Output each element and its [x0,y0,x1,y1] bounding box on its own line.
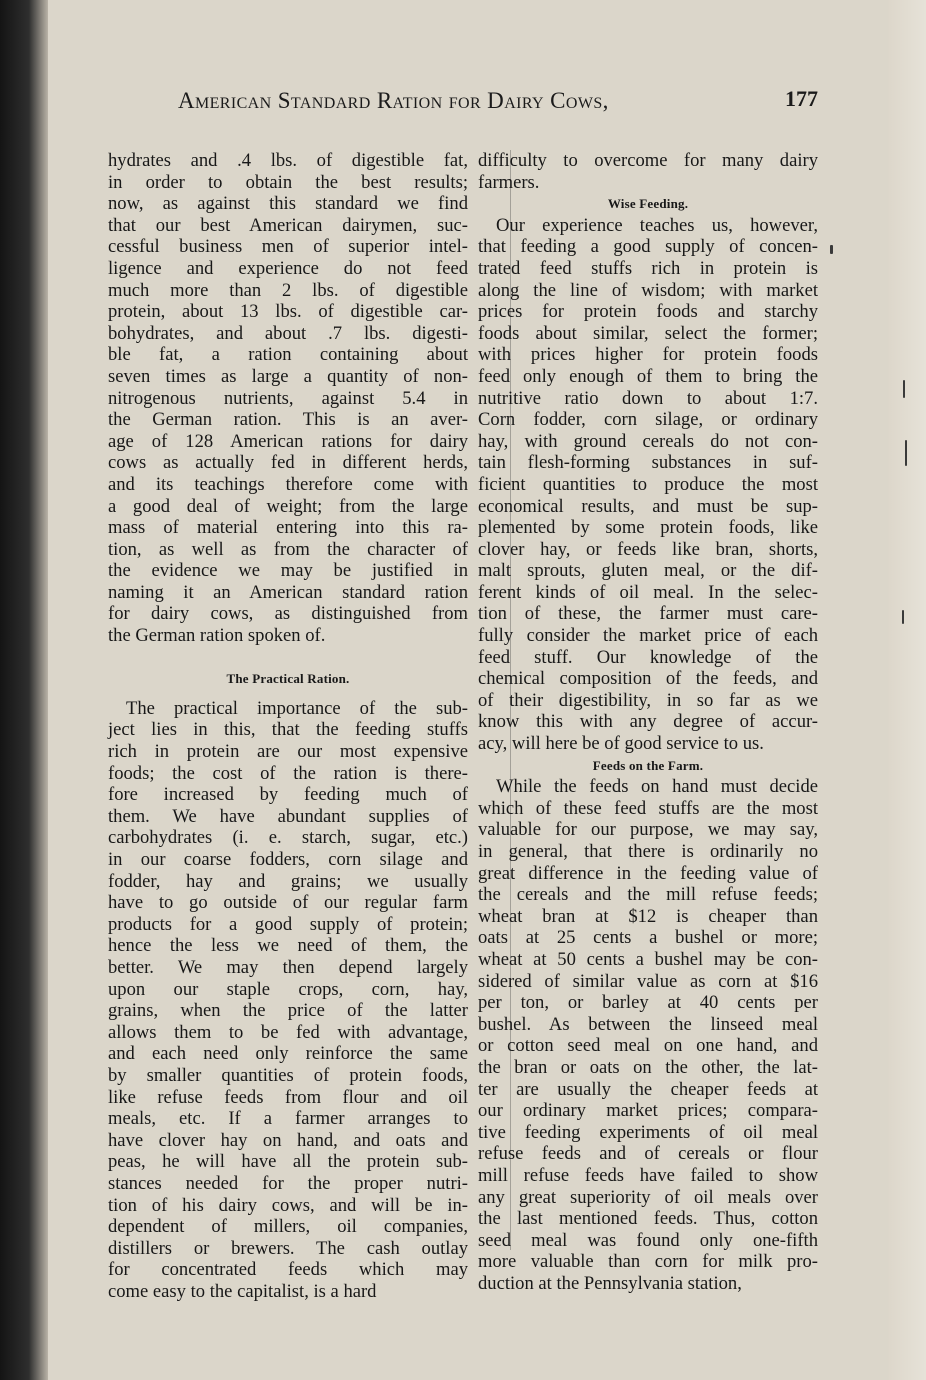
text-line: in general, that there is ordinarily no [478,841,818,862]
text-line: upon our staple crops, corn, hay, [108,978,468,1000]
text-line: cows as actually fed in different herds, [108,452,468,474]
text-line: bohydrates, and about .7 lbs. digesti- [108,322,468,344]
text-line: feed stuff. Our knowledge of the [478,646,818,668]
text-line: feed only enough of them to bring the [478,365,818,387]
text-line: the bran or oats on the other, the lat- [478,1056,818,1078]
text-line: ter are usually the cheaper feeds at [478,1078,818,1100]
text-line: rich in protein are our most expensive [108,741,468,763]
text-line: per ton, or barley at 40 cents per [478,992,818,1014]
text-line: in order to obtain the best results; [108,171,468,193]
text-line: ble fat, a ration containing about [108,344,468,366]
right-paragraph-0 [478,150,818,193]
text-line: the evidence we may be justified in [108,560,468,582]
text-line: fodder, hay and grains; we usually [108,870,468,892]
text-line: Corn fodder, corn silage, or ordinary [478,409,818,431]
text-line: chemical composition of the feeds, and [478,668,818,690]
running-title: American Standard Ration for Dairy Cows, [178,88,609,113]
text-line: like refuse feeds from flour and oil [108,1086,468,1108]
text-line: and its teachings therefore come with [108,473,468,495]
text-line: Our experience teaches us, however, [496,214,818,236]
text-line: prices for protein foods and starchy [478,301,818,323]
text-line: bushel. As between the linseed meal [478,1013,818,1035]
text-line: tion of these, the farmer must care- [478,603,818,625]
text-line: our ordinary market prices; compara- [478,1100,818,1122]
text-line: allows them to be fed with advantage, [108,1021,468,1043]
text-line: ject lies in this, that the feeding stuffs [108,719,468,741]
scan-speck [902,610,904,624]
text-line: products for a good supply of protein; [108,913,468,935]
text-line: grains, when the price of the latter [108,1000,468,1022]
text-line: foods; the cost of the ration is there- [108,762,468,784]
text-line: acy, will here be of good service to us. [478,733,764,755]
text-line: hydrates and .4 lbs. of digestible fat, [108,150,468,171]
right-column [478,150,818,1294]
text-line: any great superiority of oil meals over [478,1186,818,1208]
scan-speck [830,245,833,254]
text-line: fore increased by feeding much of [108,784,468,806]
text-line: and each need only reinforce the same [108,1043,468,1065]
text-line: hence the less we need of them, the [108,935,468,957]
text-line: duction at the Pennsylvania station, [478,1272,742,1294]
text-line: sidered of similar value as corn at $16 [478,970,818,992]
text-line: which of these feed stuffs are the most [478,797,818,819]
text-line: a good deal of weight; from the large [108,495,468,517]
scan-speck [903,380,905,398]
scan-speck [905,440,907,466]
text-line: fully consider the market price of each [478,625,818,647]
text-line: tain flesh-forming substances in suf- [478,452,818,474]
section-heading-practical-ration: The Practical Ration. [226,671,350,687]
text-line: foods about similar, select the former; [478,322,818,344]
right-paragraph-2 [478,776,818,1294]
text-line: of their digestibility, in so far as we [478,689,818,711]
text-line: that feeding a good supply of concen- [478,236,818,258]
text-line: plemented by some protein foods, like [478,517,818,539]
scan-binding-shadow [0,0,48,1380]
right-paragraph-1 [478,215,818,755]
text-line: malt sprouts, gluten meal, or the dif- [478,560,818,582]
text-line: hay, with ground cereals do not con- [478,430,818,452]
text-line: now, as against this standard we find [108,193,468,215]
text-line: economical results, and must be sup- [478,495,818,517]
text-line: oats at 25 cents a bushel or more; [478,927,818,949]
text-line: distillers or brewers. The cash outlay [108,1237,468,1259]
text-line: tion of his dairy cows, and will be in- [108,1194,468,1216]
text-line: difficulty to overcome for many dairy [478,150,818,171]
text-line: much more than 2 lbs. of digestible [108,279,468,301]
text-line: nutritive ratio down to about 1:7. [478,387,818,409]
text-line: age of 128 American rations for dairy [108,430,468,452]
text-line: along the line of wisdom; with market [478,279,818,301]
text-line: mass of material entering into this ra- [108,517,468,539]
text-line: great difference in the feeding value of [478,862,818,884]
book-page [48,0,888,1380]
text-line: ligence and experience do not feed [108,257,468,279]
text-line: stances needed for the proper nutri- [108,1172,468,1194]
text-line: cessful business men of superior intel- [108,236,468,258]
text-line: refuse feeds and of cereals or flour [478,1143,818,1165]
text-line: better. We may then depend largely [108,956,468,978]
text-line: more valuable than corn for milk pro- [478,1251,818,1273]
text-line: ferent kinds of oil meal. In the selec- [478,581,818,603]
text-line: While the feeds on hand must decide [496,776,818,798]
text-line: carbohydrates (i. e. starch, sugar, etc.) [108,827,468,849]
text-line: that our best American dairymen, suc- [108,214,468,236]
text-line: the German ration spoken of. [108,625,326,647]
text-line: the German ration. This is an aver- [108,409,468,431]
left-column [108,150,468,1302]
text-line: with prices higher for protein foods [478,344,818,366]
text-line: the last mentioned feeds. Thus, cotton [478,1208,818,1230]
text-line: know this with any degree of accur- [478,711,818,733]
left-paragraph-2 [108,698,468,1303]
text-line: peas, he will have all the protein sub- [108,1151,468,1173]
text-line: them. We have abundant supplies of [108,805,468,827]
page-number: 177 [785,86,818,111]
text-line: wheat bran at $12 is cheaper than [478,905,818,927]
text-line: wheat at 50 cents a bushel may be con- [478,948,818,970]
text-line: farmers. [478,171,540,193]
text-line: seven times as large a quantity of non- [108,365,468,387]
text-line: nitrogenous nutrients, against 5.4 in [108,387,468,409]
text-line: or cotton seed meal on one hand, and [478,1035,818,1057]
left-paragraph-1 [108,150,468,647]
text-line: tive feeding experiments of oil meal [478,1121,818,1143]
text-line: trated feed stuffs rich in protein is [478,257,818,279]
section-heading-feeds-on-farm: Feeds on the Farm. [592,757,704,773]
text-line: tion, as well as from the character of [108,538,468,560]
text-line: valuable for our purpose, we may say, [478,819,818,841]
text-line: in our coarse fodders, corn silage and [108,849,468,870]
text-line: mill refuse feeds have failed to show [478,1164,818,1186]
text-line: the cereals and the mill refuse feeds; [478,884,818,906]
text-line: protein, about 13 lbs. of digestible car- [108,301,468,323]
text-line: have to go outside of our regular farm [108,892,468,914]
text-line: come easy to the capitalist, is a hard [108,1280,377,1302]
text-line: seed meal was found only one-fifth [478,1229,818,1251]
text-line: naming it an American standard ration [108,581,468,603]
text-line: for dairy cows, as distinguished from [108,603,468,625]
text-line: for concentrated feeds which may [108,1259,468,1281]
text-line: dependent of millers, oil companies, [108,1216,468,1238]
text-line: by smaller quantities of protein foods, [108,1064,468,1086]
text-line: The practical importance of the sub- [126,697,468,719]
section-heading-wise-feeding: Wise Feeding. [607,196,689,212]
text-line: meals, etc. If a farmer arranges to [108,1108,468,1130]
text-line: ficient quantities to produce the most [478,473,818,495]
text-line: clover hay, or feeds like bran, shorts, [478,538,818,560]
text-line: have clover hay on hand, and oats and [108,1129,468,1151]
running-header [178,88,818,118]
